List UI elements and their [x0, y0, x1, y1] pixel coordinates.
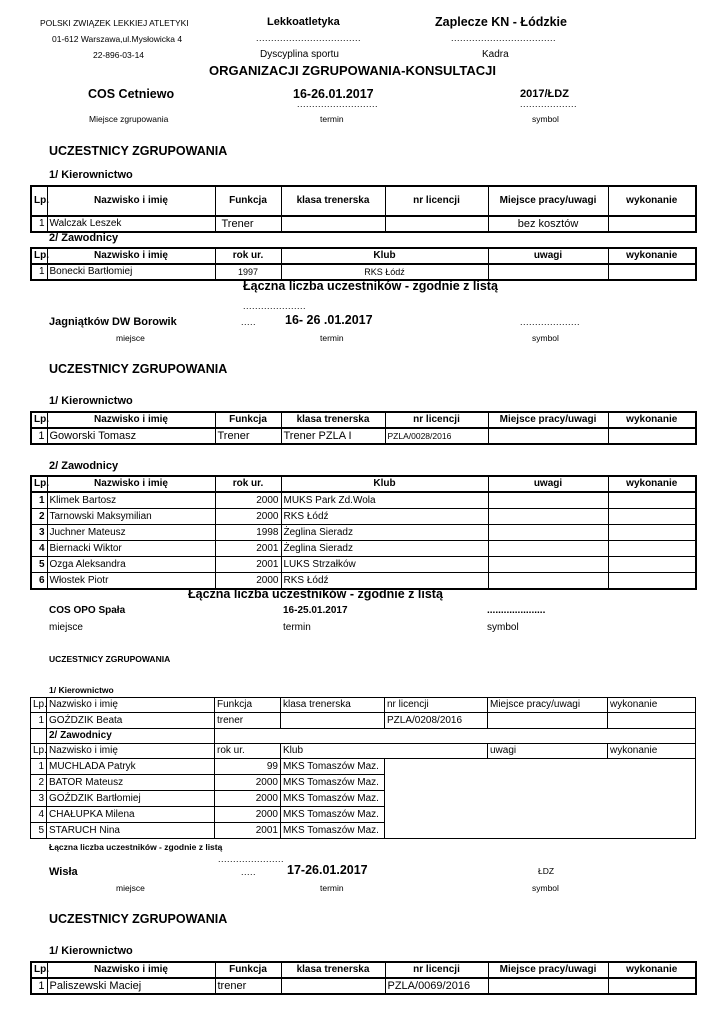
table-row [31, 713, 696, 729]
cell-function: trener [215, 978, 281, 994]
camp1-place-caption: Miejsce zgrupowania [89, 114, 169, 124]
col-name: Nazwisko i imię [47, 186, 215, 216]
col-class: klasa trenerska [281, 962, 385, 978]
cell-empty [488, 729, 608, 744]
cell-year: 2000 [215, 492, 281, 509]
cell-empty [385, 791, 488, 807]
table-row [31, 428, 696, 444]
cell-year: 2001 [215, 541, 281, 557]
table-row [31, 492, 696, 509]
camp4-term-caption: termin [320, 883, 344, 893]
cell-name: Tarnowski Maksymilian [47, 509, 215, 525]
cell-name: GOŹDZIK Bartłomiej [47, 791, 215, 807]
col-name: Nazwisko i imię [47, 962, 215, 978]
col-lp: Lp. [31, 248, 47, 264]
col-execution: wykonanie [608, 744, 696, 759]
cell-club: Żeglina Sieradz [281, 525, 488, 541]
camp4-place: Wisła [49, 866, 78, 878]
cell-license: PZLA/0028/2016 [385, 428, 488, 444]
camp4-section-title: UCZESTNICY ZGRUPOWANIA [49, 912, 228, 926]
col-club: Klub [281, 248, 488, 264]
camp3-players-label-row [31, 729, 696, 744]
camp4-staff-header [31, 962, 696, 978]
col-lp: Lp. [31, 744, 47, 759]
camp2-players-label: 2/ Zawodnicy [49, 460, 119, 472]
cell-lp: 5 [31, 557, 47, 573]
cell-lp: 2 [31, 775, 47, 791]
col-workplace: Miejsce pracy/uwagi [488, 186, 608, 216]
camp3-players-header [31, 744, 696, 759]
table-row [31, 525, 696, 541]
camp2-players-header [31, 476, 696, 492]
cell-lp: 2 [31, 509, 47, 525]
table-row [31, 509, 696, 525]
cell-execution [608, 557, 696, 573]
col-year: rok ur. [215, 744, 281, 759]
cell-execution [608, 541, 696, 557]
col-name: Nazwisko i imię [47, 248, 215, 264]
cell-empty [608, 729, 696, 744]
table-row [31, 791, 696, 807]
camp1-term-dots: ........................... [297, 99, 379, 109]
cell-club: LUKS Strzałków [281, 557, 488, 573]
camp3-place-caption: miejsce [49, 622, 83, 633]
cell-class [281, 216, 385, 232]
cell-name: Klimek Bartosz [47, 492, 215, 509]
cell-empty [608, 759, 696, 775]
camp2-term-dots: ..... [241, 317, 257, 327]
camp4-term: 17-26.01.2017 [287, 863, 368, 877]
org-address: 01-612 Warszawa,ul.Mysłowicka 4 [52, 34, 183, 44]
camp2-symbol-caption: symbol [532, 333, 559, 343]
cell-club: MKS Tomaszów Maz. [281, 823, 385, 839]
col-class: klasa trenerska [281, 698, 385, 713]
col-class: klasa trenerska [281, 186, 385, 216]
col-notes: uwagi [488, 248, 608, 264]
cell-name: CHAŁUPKA Milena [47, 807, 215, 823]
cell-year: 1997 [215, 264, 281, 280]
camp2-staff-table [30, 411, 697, 445]
col-execution: wykonanie [608, 962, 696, 978]
cell-class [281, 713, 385, 729]
cell-lp: 5 [31, 823, 47, 839]
cell-execution [608, 264, 696, 280]
camp3-term-caption: termin [283, 622, 311, 633]
cell-empty [385, 807, 488, 823]
cell-name: Włostek Piotr [47, 573, 215, 590]
camp1-symbol-caption: symbol [532, 114, 559, 124]
cell-year: 2000 [215, 775, 281, 791]
camp4-staff-table [30, 961, 697, 995]
camp2-players-table [30, 475, 697, 590]
team-name: Zaplecze KN - Łódzkie [435, 15, 567, 29]
camp4-term-dots: ..... [241, 867, 257, 877]
cell-license: PZLA/0208/2016 [385, 713, 488, 729]
col-function: Funkcja [215, 186, 281, 216]
cell-lp: 6 [31, 573, 47, 590]
camp3-symbol-dots: ..................... [487, 605, 546, 616]
cell-execution [608, 573, 696, 590]
camp1-players-table [30, 247, 697, 281]
cell-lp: 1 [31, 492, 47, 509]
camp1-symbol-dots: ................... [520, 99, 578, 109]
cell-lp: 3 [31, 525, 47, 541]
cell-execution [608, 525, 696, 541]
camp1-staff-table [30, 185, 697, 233]
camp4-lead-label: 1/ Kierownictwo [49, 945, 133, 957]
cell-club: Żeglina Sieradz [281, 541, 488, 557]
camp3-symbol-caption: symbol [487, 622, 519, 633]
camp2-lead-label: 1/ Kierownictwo [49, 395, 133, 407]
cell-year: 2001 [215, 823, 281, 839]
cell-lp: 3 [31, 791, 47, 807]
cell-lp: 1 [31, 713, 47, 729]
cell-empty [608, 791, 696, 807]
col-workplace: Miejsce pracy/uwagi [488, 698, 608, 713]
cell-empty [31, 729, 47, 744]
camp4-symbol: ŁDZ [538, 866, 555, 876]
cell-notes [488, 541, 608, 557]
camp1-players-label: 2/ Zawodnicy [49, 232, 119, 244]
table-row [31, 807, 696, 823]
cell-workplace [488, 713, 608, 729]
col-notes: uwagi [488, 476, 608, 492]
table-row [31, 557, 696, 573]
cell-club: RKS Łódź [281, 573, 488, 590]
camp1-players-header [31, 248, 696, 264]
col-year: rok ur. [215, 476, 281, 492]
cell-empty [608, 807, 696, 823]
team-caption: Kadra [482, 49, 509, 60]
cell-execution [608, 978, 696, 994]
camp2-section-title: UCZESTNICY ZGRUPOWANIA [49, 362, 228, 376]
cell-empty [385, 759, 488, 775]
cell-workplace [488, 428, 608, 444]
cell-lp: 1 [31, 978, 47, 994]
camp1-section-title: UCZESTNICY ZGRUPOWANIA [49, 144, 228, 158]
cell-function: Trener [215, 216, 281, 232]
camp4-top-dots: ...................... [218, 854, 285, 864]
cell-name: Juchner Mateusz [47, 525, 215, 541]
cell-club: MKS Tomaszów Maz. [281, 807, 385, 823]
cell-name: GOŹDZIK Beata [47, 713, 215, 729]
cell-lp: 1 [31, 759, 47, 775]
cell-empty [488, 823, 608, 839]
cell-notes [488, 492, 608, 509]
col-year: rok ur. [215, 248, 281, 264]
cell-execution [608, 428, 696, 444]
cell-year: 1998 [215, 525, 281, 541]
camp3-players-label: 2/ Zawodnicy [47, 729, 215, 744]
col-club: Klub [281, 744, 488, 759]
camp2-place-caption: miejsce [116, 333, 145, 343]
table-row [31, 775, 696, 791]
col-name: Nazwisko i imię [47, 744, 215, 759]
cell-empty [488, 791, 608, 807]
document-title: ORGANIZACJI ZGRUPOWANIA-KONSULTACJI [209, 63, 496, 78]
col-notes: uwagi [488, 744, 608, 759]
cell-year: 2000 [215, 791, 281, 807]
camp3-place: COS OPO Spała [49, 605, 126, 616]
col-lp: Lp. [31, 476, 47, 492]
cell-lp: 1 [31, 428, 47, 444]
org-name: POLSKI ZWIĄZEK LEKKIEJ ATLETYKI [40, 18, 189, 28]
cell-lp: 1 [31, 216, 47, 232]
cell-name: Goworski Tomasz [47, 428, 215, 444]
col-function: Funkcja [215, 412, 281, 428]
camp1-term-caption: termin [320, 114, 344, 124]
camp2-term-caption: termin [320, 333, 344, 343]
cell-execution [608, 509, 696, 525]
cell-club: RKS Łódź [281, 264, 488, 280]
cell-name: Ozga Aleksandra [47, 557, 215, 573]
table-row [31, 264, 696, 280]
cell-name: Walczak Leszek [47, 216, 215, 232]
cell-function: Trener [215, 428, 281, 444]
cell-year: 2000 [215, 573, 281, 590]
camp1-lead-label: 1/ Kierownictwo [49, 169, 133, 181]
camp1-term: 16-26.01.2017 [293, 87, 374, 101]
camp3-section-title: UCZESTNICY ZGRUPOWANIA [49, 654, 171, 664]
cell-notes [488, 509, 608, 525]
col-workplace: Miejsce pracy/uwagi [488, 412, 608, 428]
org-phone: 22-896-03-14 [93, 50, 145, 60]
table-row [31, 541, 696, 557]
cell-empty [385, 823, 488, 839]
cell-lp: 1 [31, 264, 47, 280]
sport-caption: Dyscyplina sportu [260, 49, 339, 60]
col-workplace: Miejsce pracy/uwagi [488, 962, 608, 978]
cell-club: MKS Tomaszów Maz. [281, 759, 385, 775]
camp4-symbol-caption: symbol [532, 883, 559, 893]
cell-club: MUKS Park Zd.Wola [281, 492, 488, 509]
cell-empty [488, 775, 608, 791]
cell-workplace: bez kosztów [488, 216, 608, 232]
cell-empty [385, 775, 488, 791]
cell-year: 99 [215, 759, 281, 775]
camp2-place: Jagniątków DW Borowik [49, 316, 177, 328]
camp2-staff-header [31, 412, 696, 428]
cell-notes [488, 557, 608, 573]
table-row [31, 759, 696, 775]
sport-name: Lekkoatletyka [267, 16, 340, 28]
col-function: Funkcja [215, 698, 281, 713]
cell-name: Paliszewski Maciej [47, 978, 215, 994]
table-row [31, 823, 696, 839]
table-row [31, 978, 696, 994]
cell-execution [608, 492, 696, 509]
col-execution: wykonanie [608, 186, 696, 216]
col-function: Funkcja [215, 962, 281, 978]
col-execution: wykonanie [608, 698, 696, 713]
camp1-symbol: 2017/ŁDZ [520, 88, 569, 100]
cell-name: MUCHLADA Patryk [47, 759, 215, 775]
cell-license: PZLA/0069/2016 [385, 978, 488, 994]
camp3-summary: Łączna liczba uczestników - zgodnie z listą [49, 842, 223, 852]
col-class: klasa trenerska [281, 412, 385, 428]
camp2-top-dots: ..................... [243, 301, 307, 311]
team-dots: ................................... [451, 33, 557, 43]
camp3-staff-header [31, 698, 696, 713]
camp1-summary: Łączna liczba uczestników - zgodnie z listą [243, 279, 498, 293]
cell-empty [385, 729, 488, 744]
cell-empty [281, 729, 385, 744]
cell-lp: 4 [31, 807, 47, 823]
col-license: nr licencji [385, 698, 488, 713]
camp3-term: 16-25.01.2017 [283, 605, 348, 616]
camp2-summary: Łączna liczba uczestników - zgodnie z listą [188, 587, 443, 601]
cell-name: BATOR Mateusz [47, 775, 215, 791]
camp3-lead-label: 1/ Kierownictwo [49, 685, 114, 695]
cell-empty [215, 729, 281, 744]
cell-year: 2001 [215, 557, 281, 573]
col-name: Nazwisko i imię [47, 476, 215, 492]
cell-name: Biernacki Wiktor [47, 541, 215, 557]
cell-notes [488, 525, 608, 541]
cell-class: Trener PZLA I [281, 428, 385, 444]
cell-lp: 4 [31, 541, 47, 557]
cell-license [385, 216, 488, 232]
col-lp: Lp. [31, 412, 47, 428]
col-club: Klub [281, 476, 488, 492]
table-row [31, 216, 696, 232]
camp3-table [30, 697, 696, 839]
cell-notes [488, 264, 608, 280]
cell-club: MKS Tomaszów Maz. [281, 791, 385, 807]
cell-empty [488, 759, 608, 775]
camp1-place: COS Cetniewo [88, 87, 175, 101]
cell-execution [608, 713, 696, 729]
cell-empty [488, 807, 608, 823]
col-execution: wykonanie [608, 476, 696, 492]
cell-execution [608, 216, 696, 232]
cell-empty [608, 823, 696, 839]
col-license: nr licencji [385, 186, 488, 216]
cell-year: 2000 [215, 807, 281, 823]
cell-workplace [488, 978, 608, 994]
col-name: Nazwisko i imię [47, 698, 215, 713]
col-name: Nazwisko i imię [47, 412, 215, 428]
cell-year: 2000 [215, 509, 281, 525]
col-lp: Lp. [31, 962, 47, 978]
cell-club: MKS Tomaszów Maz. [281, 775, 385, 791]
camp2-term: 16- 26 .01.2017 [285, 313, 373, 327]
cell-name: STARUCH Nina [47, 823, 215, 839]
col-lp: Lp. [31, 698, 47, 713]
cell-club: RKS Łódź [281, 509, 488, 525]
cell-notes [488, 573, 608, 590]
col-license: nr licencji [385, 412, 488, 428]
col-execution: wykonanie [608, 248, 696, 264]
cell-empty [608, 775, 696, 791]
camp2-symbol-dots: .................... [520, 317, 581, 327]
col-lp: Lp. [31, 186, 47, 216]
cell-class [281, 978, 385, 994]
cell-name: Bonecki Bartłomiej [47, 264, 215, 280]
sport-dots: ................................... [256, 33, 362, 43]
col-license: nr licencji [385, 962, 488, 978]
camp1-staff-header [31, 186, 696, 216]
cell-function: trener [215, 713, 281, 729]
camp4-place-caption: miejsce [116, 883, 145, 893]
col-execution: wykonanie [608, 412, 696, 428]
